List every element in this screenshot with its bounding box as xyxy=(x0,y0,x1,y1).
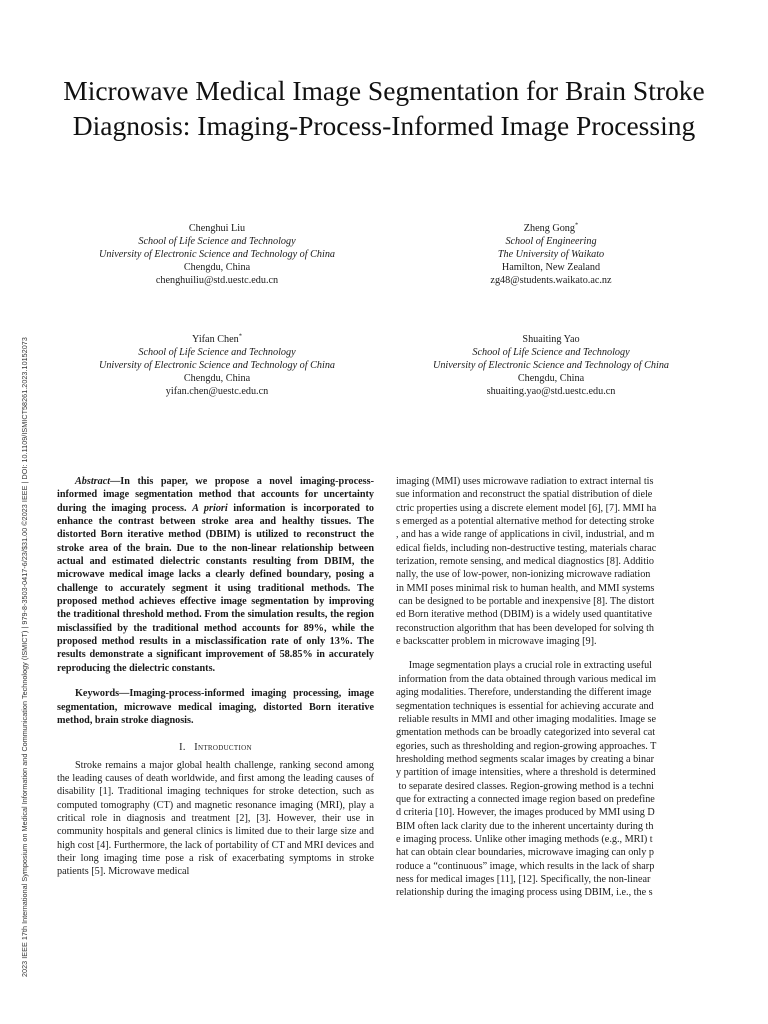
text-line: hresholding method segments scalar images by creating a binar xyxy=(396,753,655,765)
section-heading xyxy=(57,741,374,754)
text-line: BIM often lack clarity due to the inherent uncertainty during th xyxy=(396,820,654,832)
text-line: terization, remote sensing, and medical diagnostics [8]. Additio xyxy=(396,556,655,568)
text-line: in MMI poses minimal risk to human health, and MMI systems xyxy=(396,582,655,594)
corresponding-mark: * xyxy=(574,221,579,229)
text-line: reliable results in MMI and other imaging modalities. Image se xyxy=(396,713,657,725)
author-city: Chengdu, China xyxy=(183,262,251,274)
author-university: University of Electronic Science and Technology of China xyxy=(98,249,336,261)
author-department: School of Life Science and Technology xyxy=(472,347,630,359)
abstract-a-priori: A priori xyxy=(192,502,228,514)
text-line: imaging (MMI) uses microwave radiation to extract internal tis xyxy=(396,476,654,487)
text-line: e imaging process. Unlike other imaging methods (e.g., MRI) t xyxy=(396,833,653,845)
text-line: hat can obtain clear boundaries, microwave imaging can only p xyxy=(396,847,654,859)
author-city: Chengdu, China xyxy=(517,373,585,385)
section-number: I. xyxy=(179,742,186,754)
text-line: ctric properties using a discrete element model [6], [7]. MMI ha xyxy=(396,502,657,514)
keywords: Keywords—Imaging-process-informed imaging processing, image segmentation, microwave medical imaging, distorted Born iterative method, brain stroke diagnosis. xyxy=(57,688,374,726)
text-line: segmentation techniques is essential for achieving accurate and xyxy=(396,700,654,712)
text-line: can be designed to be portable and inexpensive [8]. The distort xyxy=(396,596,655,608)
text-line: relationship during the imaging process using DBIM, i.e., the s xyxy=(396,887,653,899)
text-line: y partition of image intensities, where a threshold is determined xyxy=(396,767,656,779)
text-line: ed Born iterative method (DBIM) is a widely used quantitative xyxy=(396,609,653,621)
text-line: e backscatter problem in microwave imaging [9]. xyxy=(396,636,597,648)
author-email: chenghuiliu@std.uestc.edu.cn xyxy=(155,275,279,287)
text-line: gmentation methods can be broadly categorized into several cat xyxy=(396,727,656,739)
abstract xyxy=(57,475,374,675)
abstract-lead: Abstract xyxy=(75,476,111,487)
text-line: information from the data obtained through various medical im xyxy=(396,673,656,685)
author-email: shuaiting.yao@std.uestc.edu.cn xyxy=(486,386,616,398)
author-name: Chenghui Liu xyxy=(188,223,246,234)
copyright-sidebar xyxy=(5,0,35,1024)
text-line: , and has a wide range of applications in civil, industrial, and m xyxy=(396,529,655,541)
text-line: Image segmentation plays a crucial role in extracting useful xyxy=(396,660,653,672)
author-email: yifan.chen@uestc.edu.cn xyxy=(165,386,269,398)
author-name: Yifan Chen xyxy=(192,334,239,345)
abstract-text-1: —In this paper, we propose a novel imaging-process-informed image segmentation method that accounts for uncertainty during the imaging process. xyxy=(57,476,374,514)
author-block xyxy=(67,222,367,287)
text-line: d criteria [10]. However, the images produced by MMI using D xyxy=(396,807,655,819)
text-line: ness for medical images [11], [12]. Specifically, the non-linear xyxy=(396,873,651,885)
text-line: edical fields, including non-destructive testing, materials charac xyxy=(396,542,657,554)
text-line: reconstruction algorithm that has been developed for solving th xyxy=(396,622,655,634)
author-department: School of Life Science and Technology xyxy=(138,236,296,248)
text-line: nally, the use of low-power, non-ionizing microwave radiation xyxy=(396,569,651,581)
text-line: que for extracting a connected image region based on predefine xyxy=(396,793,655,805)
author-university: University of Electronic Science and Technology of China xyxy=(432,360,670,372)
text-line: s emerged as a potential alternative method for detecting stroke xyxy=(396,516,655,528)
intro-paragraph: Stroke remains a major global health challenge, ranking second among the leading causes of death worldwide, and first among the leading causes of disability [1]. Traditional imaging techniques for stroke detection, such as computed tomography (CT) and magnetic resonance imaging (MRI), play a critical role in diagnosis and treatment [2], [3]. However, their use in community hospitals and general clinics is limited due to their large size and high cost [4]. Furthermore, the lack of portability of CT and MRI devices and their long imaging time pose a risk of exacerbating symptoms in stroke patients [5]. Microwave medical xyxy=(57,759,374,878)
author-department: School of Engineering xyxy=(505,236,597,248)
text-line: egories, such as thresholding and region-growing approaches. T xyxy=(396,740,657,752)
author-block xyxy=(401,222,701,287)
text-line: aging modalities. Therefore, understanding the different image xyxy=(396,687,652,699)
abstract-text-2: information is incorporated to enhance the contrast between stroke area and healthy tissues. The distorted Born iterative method (DBIM) is utilized to reconstruct the stroke area of the brain. Due to the non-linear relationship between actual and estimated dielectric constants resulting from DBIM, the microwave medical image lacks a clearly defined boundary, posing a challenge to accurately segment it using traditional methods. The proposed method achieves effective image segmentation by improving the traditional threshold method. From the simulation results, the region misclassified by the traditional method accounts for 89%, while the proposed method results in a misclassification rate of only 13%. The results demonstrate a significant improvement of 58.85% in accurately reproducing the dielectric constants. xyxy=(57,502,375,674)
author-block xyxy=(401,333,701,398)
right-paragraph-2 xyxy=(396,659,711,899)
author-city: Chengdu, China xyxy=(183,373,251,385)
text-line: sue information and reconstruct the spatial distribution of diele xyxy=(396,489,653,501)
right-paragraph-1 xyxy=(396,475,711,648)
section-title: Introduction xyxy=(194,742,252,754)
author-university: University of Electronic Science and Technology of China xyxy=(98,360,336,372)
text-line: to separate desired classes. Region-growing method is a techni xyxy=(396,780,655,792)
author-university: The University of Waikato xyxy=(497,249,605,261)
author-name: Shuaiting Yao xyxy=(522,334,580,345)
author-email: zg48@students.waikato.ac.nz xyxy=(490,275,612,287)
author-block xyxy=(67,333,367,398)
text-line: roduce a “continuous” image, which results in the lack of sharp xyxy=(396,860,655,872)
author-name: Zheng Gong xyxy=(523,223,575,234)
paper-title: Microwave Medical Image Segmentation for Brain Stroke Diagnosis: Imaging-Process-Informed Image Processing xyxy=(63,75,705,141)
author-department: School of Life Science and Technology xyxy=(138,347,296,359)
author-city: Hamilton, New Zealand xyxy=(501,262,601,274)
doi-note: 2023 IEEE 17th International Symposium on Medical Information and Communication Technology (ISMICT) | 979-8-3503-0417-6/23/$31.00 ©2023 IEEE | DOI: 10.1109/ISMICT58261.2023.10152073 xyxy=(20,337,29,977)
left-column xyxy=(57,475,374,879)
right-column xyxy=(396,475,711,900)
corresponding-mark: * xyxy=(238,332,242,340)
